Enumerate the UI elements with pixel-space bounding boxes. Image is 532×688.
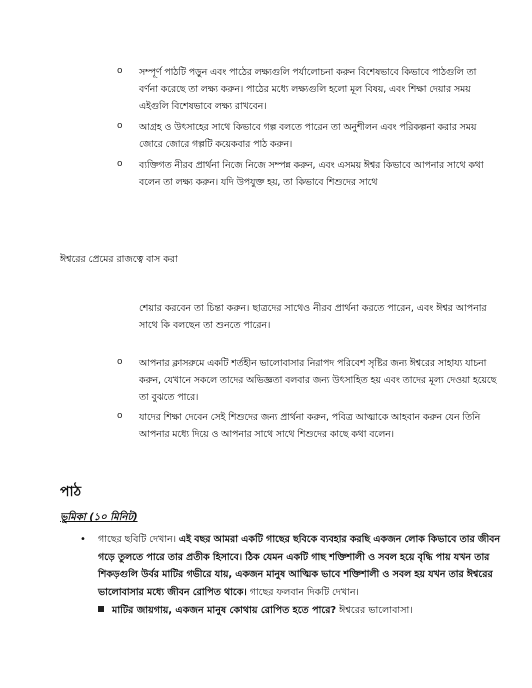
hollow-bullet-icon: o xyxy=(117,159,123,169)
filled-bullet-icon: • xyxy=(80,534,86,545)
intro-heading: ভূমিকা (১০ মিনিট) xyxy=(60,512,138,523)
intro-lead-text: গাছের ছবিটি দেখান। xyxy=(98,534,176,545)
hollow-bullet-icon: o xyxy=(117,411,123,421)
hollow-bullet-icon: o xyxy=(117,121,123,131)
sub-bullet-answer: ঈশ্বরের ভালোবাসা। xyxy=(339,605,413,616)
prep-item-text: আগ্রহ ও উৎসাহের সাথে কিভাবে গল্প বলতে পারেন তা অনুশীলন এবং পরিকল্পনা করার সময় জোরে জোরে গল্পটি কয়েকবার পাঠ করুন। xyxy=(139,122,477,150)
intro-bold-text: এই বছর আমরা একটি গাছের ছবিকে ব্যবহার করছি একজন লোক কিভাবে তার জীবন গড়ে তুলতে পারে তার প্রতীক হিসাবে। ঠিক যেমন একটি গাছ শক্তিশালী ও সবল হয়ে বৃদ্ধি পায় যখন তার শিকড়গুলি উর্বর মাটির গভীরে যায়, একজন মানুষ আত্মিক ভাবে শক্তিশালী ও সবল হয় যখন তার ঈশ্বরের ভালোবাসার মধ্যে জীবন রোপিত থাকে। xyxy=(98,534,500,598)
hollow-bullet-icon: o xyxy=(117,357,123,367)
hollow-bullet-icon: o xyxy=(117,66,123,76)
continuation-text: শেয়ার করবেন তা চিন্তা করুন। ছাত্রদের সাথেও নীরব প্রার্থনা করতে পারেন, এবং ঈশ্বর আপনার সাথে কি বলছেন তা শুনতে পারেন। xyxy=(139,303,487,331)
prep-item-text: আপনার ক্লাসরুমে একটি শর্তহীন ভালোবাসার নিরাপদ পরিবেশ সৃষ্টির জন্য ঈশ্বরের সাহায্য যাচনা করুন, যেখানে সকলে তাদের অভিজ্ঞতা বলবার জন্য উৎসাহিত হয় এবং তাদের মূল্য দেওয়া হয়েছে তা বুঝতে পারে। xyxy=(139,358,497,403)
prep-item-text: সম্পূর্ণ পাঠটি পড়ুন এবং পাঠের লক্ষ্যগুলি পর্যালোচনা করুন বিশেষভাবে কিভাবে পাঠগুলি তা বর্ণনা করেছে তা লক্ষ্য করুন। পাঠের মধ্যে লক্ষ্যগুলি হলো মূল বিষয়, এবং শিক্ষা দেয়ার সময় এইগুলি বিশেষভাবে লক্ষ্য রাখবেন। xyxy=(139,67,477,112)
prep-item-text: ব্যক্তিগত নীরব প্রার্থনা নিজে নিজে সম্পন্ন করুন, এবং এসময় ঈশ্বর কিভাবে আপনার সাথে কথা বলেন তা লক্ষ্য করুন। যদি উপযুক্ত হয়, তা কিভাবে শিশুদের সাথে xyxy=(139,160,484,188)
sub-bullet-question: মাটির জায়গায়, একজন মানুষ কোথায় রোপিত হতে পারে? xyxy=(112,605,337,616)
prep-item-text: যাদের শিক্ষা দেবেন সেই শিশুদের জন্য প্রার্থনা করুন, পবিত্র আত্মাকে আহবান করুন যেন তিনি আপনার মধ্যে দিয়ে ও আপনার সাথে সাথে শিশুদের কাছে কথা বলেন। xyxy=(139,412,481,440)
square-bullet-icon xyxy=(98,606,104,612)
intro-bullet-text xyxy=(98,531,500,601)
sub-bullet-text xyxy=(112,603,498,618)
section-label: ঈশ্বরের প্রেমের রাজত্বে বাস করা xyxy=(60,254,178,265)
intro-tail-text: গাছের ফলবান দিকটি দেখান। xyxy=(249,586,359,598)
lesson-heading: পাঠ xyxy=(60,484,82,500)
